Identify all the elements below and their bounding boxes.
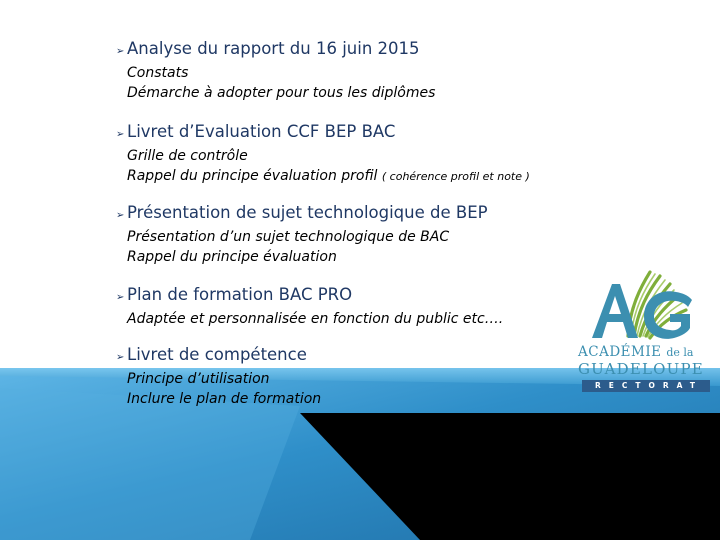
- agenda-item: [116, 121, 530, 187]
- agenda-item-title: [116, 121, 530, 146]
- agenda-item-line: [116, 166, 530, 187]
- agenda-item: [116, 38, 435, 103]
- agenda-item: [116, 202, 488, 267]
- agenda-item: [116, 344, 321, 409]
- logo-line-2: GUADELOUPE: [578, 360, 704, 378]
- logo-academie-text: ACADÉMIE: [578, 344, 662, 360]
- arrow-bullet-icon: ➢: [116, 210, 125, 221]
- logo-de-la-text: de la: [666, 346, 694, 359]
- arrow-bullet-icon: ➢: [116, 352, 125, 363]
- agenda-item-line: Adaptée et personnalisée en fonction du public etc….: [127, 311, 504, 327]
- agenda-item-title-text: Plan de formation BAC PRO: [127, 285, 353, 304]
- agenda-item-note: ( cohérence profil et note ): [381, 170, 530, 183]
- agenda-item-line: Présentation d’un sujet technologique de BAC: [127, 229, 450, 245]
- agenda-item-title-text: Livret d’Evaluation CCF BEP BAC: [127, 122, 396, 141]
- arrow-bullet-icon: ➢: [116, 46, 125, 57]
- agenda-item-title-text: Analyse du rapport du 16 juin 2015: [127, 39, 420, 58]
- agenda-item-title: [116, 344, 321, 369]
- agenda-item-line-text: Rappel du principe évaluation profil: [127, 168, 378, 184]
- agenda-item-title-text: Livret de compétence: [127, 345, 307, 364]
- agenda-item: [116, 284, 503, 329]
- agenda-item-line: Inclure le plan de formation: [127, 391, 322, 407]
- agenda-item-line: Démarche à adopter pour tous les diplômes: [127, 85, 436, 101]
- agenda-item-line: Grille de contrôle: [127, 148, 248, 164]
- arrow-bullet-icon: ➢: [116, 292, 125, 303]
- arrow-bullet-icon: ➢: [116, 129, 125, 140]
- agenda-item-line: Constats: [127, 65, 189, 81]
- agenda-item-title-text: Présentation de sujet technologique de BEP: [127, 203, 488, 222]
- agenda-item-title: [116, 202, 488, 227]
- logo-line-1: [578, 344, 716, 360]
- agenda-item-title: [116, 38, 435, 63]
- logo-rectorat-bar: RECTORAT: [582, 380, 710, 392]
- agenda-item-line: Principe d’utilisation: [127, 371, 270, 387]
- agenda-item-title: [116, 284, 503, 309]
- agenda-item-line: Rappel du principe évaluation: [127, 249, 337, 265]
